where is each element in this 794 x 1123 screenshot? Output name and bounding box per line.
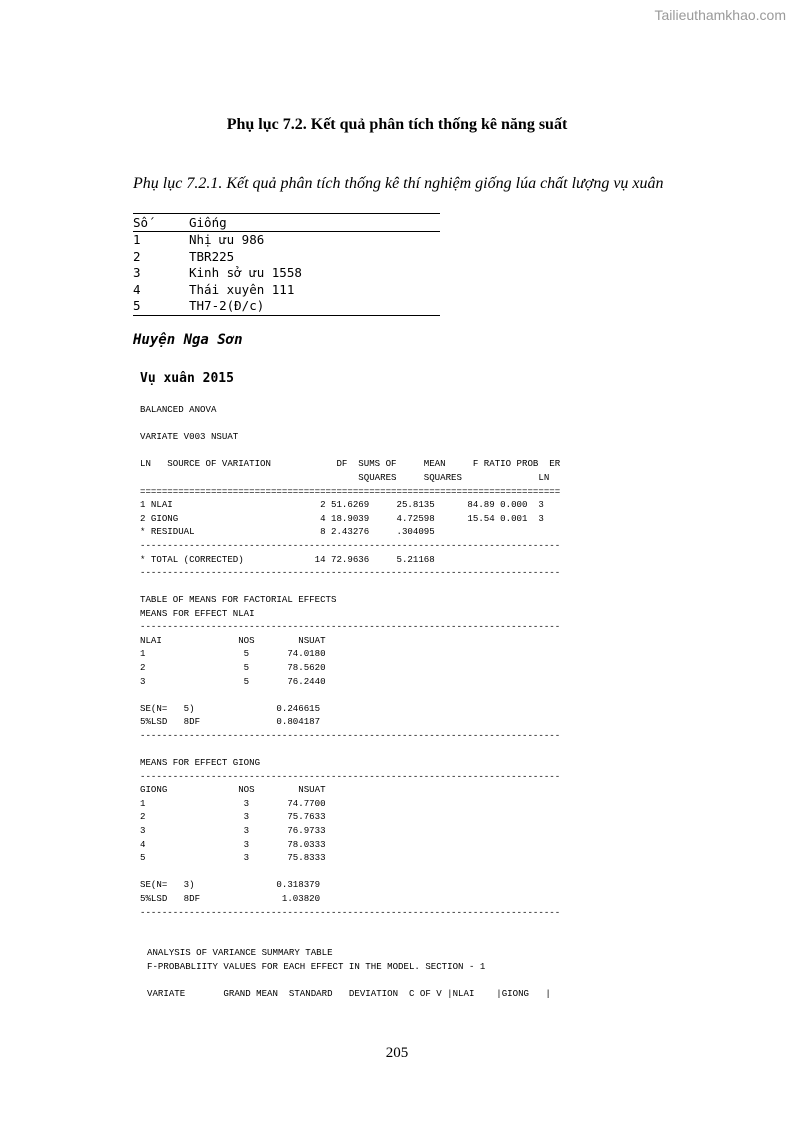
row-variety: TH7-2(Đ/c) (189, 298, 440, 315)
header-variety: Giống (189, 214, 440, 232)
row-number: 4 (133, 281, 141, 297)
row-variety: Thái xuyên 111 (189, 281, 295, 297)
anova-output: BALANCED ANOVA VARIATE V003 NSUAT LN SOURCE OF VARIATION DF SUMS OF MEAN F RATIO PROB ER SQUARES SQUARES LN ============================================================================= 1 NLAI 2 51.6269 25.8135 84.89 0.000 3 2 GIONG 4 18.9039 4.72598 15.54 0.001 3 * RESIDUAL 8 2.43276 .304095 ----------------------------------------------------------------------------- * TOTAL (CORRECTED) 14 72.9636 5.21168 ----------------------------------------------------------------------------- (140, 404, 561, 579)
variety-table (133, 213, 440, 316)
table-row (133, 298, 440, 315)
variety-table-header (133, 214, 440, 232)
row-variety: Nhị ưu 986 (189, 232, 265, 247)
watermark: Tailieuthamkhao.com (654, 7, 786, 23)
means-giong-output: MEANS FOR EFFECT GIONG ----------------------------------------------------------------------------- GIONG NOS NSUAT 1 3 74.7700 2 3 75.7633 3 3 76.9733 4 3 78.0333 5 3 75.8333 SE(N= 3) 0.318379 5%LSD 8DF 1.03820 ----------------------------------------------------------------------------- (140, 757, 561, 918)
table-row (133, 282, 440, 299)
district-heading: Huyện Nga Sơn (133, 332, 243, 348)
table-row (133, 232, 440, 249)
variance-summary-output: ANALYSIS OF VARIANCE SUMMARY TABLE F-PROBABLIITY VALUES FOR EACH EFFECT IN THE MODEL. SECTION - 1 VARIATE GRAND MEAN STANDARD DEVIATION C OF V |NLAI |GIONG | (147, 947, 551, 999)
table-row (133, 249, 440, 266)
header-number: Số (133, 214, 189, 232)
row-number: 2 (133, 248, 141, 264)
section-subtitle: Phụ lục 7.2.1. Kết quả phân tích thống kê thí nghiệm giống lúa chất lượng vụ xuân (133, 175, 664, 192)
season-heading: Vụ xuân 2015 (140, 371, 234, 386)
row-number: 1 (133, 232, 141, 247)
row-number: 3 (133, 265, 141, 280)
row-variety: Kinh sở ưu 1558 (189, 265, 302, 280)
page-number: 205 (385, 1045, 409, 1061)
row-variety: TBR225 (189, 248, 235, 264)
row-number: 5 (133, 298, 189, 315)
table-row (133, 265, 440, 282)
means-nlai-output: TABLE OF MEANS FOR FACTORIAL EFFECTS MEANS FOR EFFECT NLAI ----------------------------------------------------------------------------- NLAI NOS NSUAT 1 5 74.0180 2 5 78.5620 3 5 76.2440 SE(N= 5) 0.246615 5%LSD 8DF 0.804187 ----------------------------------------------------------------------------- (140, 594, 561, 741)
page-title: Phụ lục 7.2. Kết quả phân tích thống kê năng suất (226, 116, 568, 133)
